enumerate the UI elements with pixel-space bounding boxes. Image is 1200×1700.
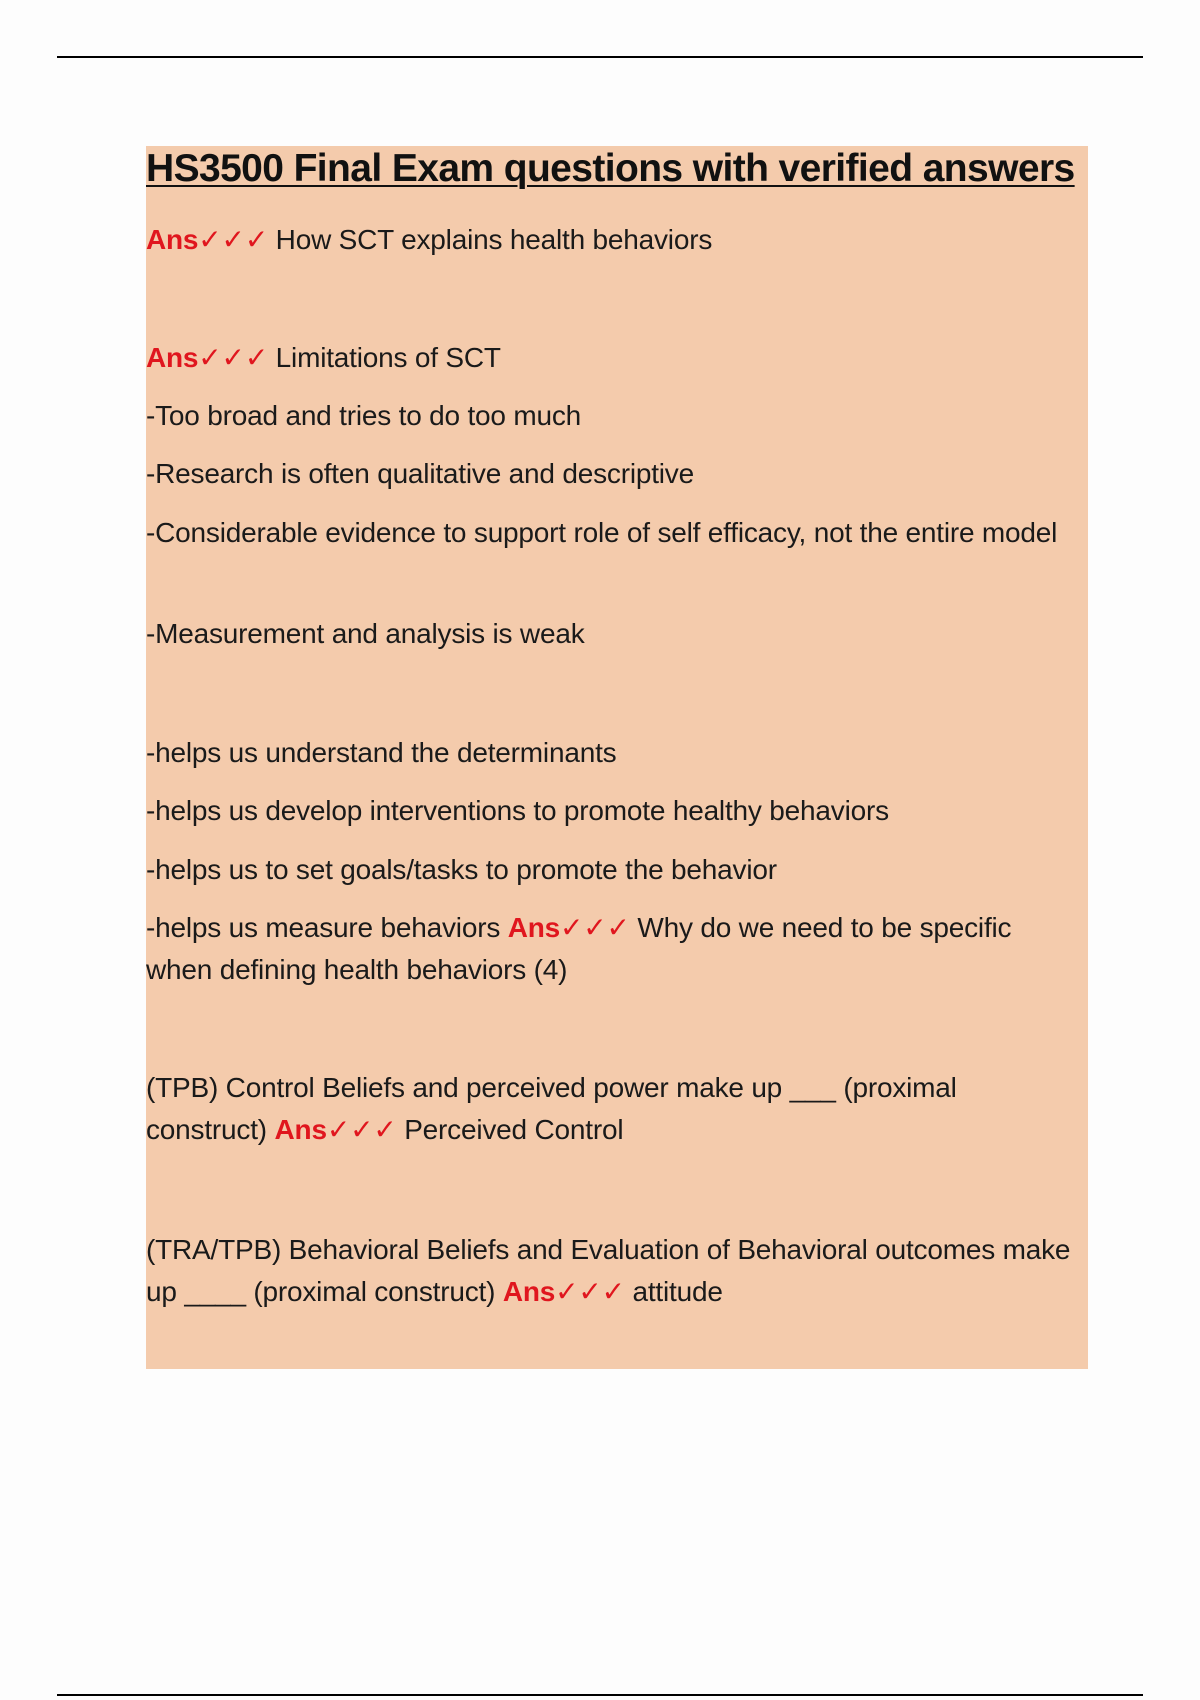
qa-answer-text: Why do we need to be specific when defining health behaviors (4)	[146, 912, 1012, 985]
bullet-line: -Considerable evidence to support role of self efficacy, not the entire model	[146, 517, 1058, 548]
answer-line-sct-explains	[146, 219, 1076, 261]
qa-answer-text: How SCT explains health behaviors	[268, 224, 713, 255]
bullet-line: -helps us understand the determinants	[146, 737, 617, 768]
check-marks-icon: ✓✓✓	[555, 1276, 625, 1307]
bullet-line: -Too broad and tries to do too much	[146, 400, 582, 431]
footer-rule	[57, 1694, 1143, 1696]
check-marks-icon: ✓✓✓	[198, 224, 269, 255]
answer-line-attitude	[146, 1229, 1076, 1313]
ans-label: Ans	[274, 1114, 327, 1145]
header-rule	[57, 56, 1143, 58]
ans-label: Ans	[502, 1276, 556, 1307]
qa-answer-text: Limitations of SCT	[268, 342, 501, 373]
check-marks-icon: ✓✓✓	[198, 342, 269, 373]
ans-label: Ans	[507, 912, 560, 943]
document-title: HS3500 Final Exam questions with verified answers	[146, 147, 1075, 190]
check-marks-icon: ✓✓✓	[560, 912, 630, 943]
bullet-line: -helps us develop interventions to promote healthy behaviors	[146, 795, 889, 826]
answer-line-limitations-sct	[146, 337, 1076, 379]
check-marks-icon: ✓✓✓	[326, 1114, 397, 1145]
qa-prefix: -helps us measure behaviors	[146, 912, 508, 943]
qa-answer-text: Perceived Control	[396, 1114, 624, 1145]
bullet-line: -Research is often qualitative and descriptive	[146, 458, 694, 489]
bullet-line: -helps us to set goals/tasks to promote the behavior	[146, 854, 777, 885]
answer-line-specific-behaviors	[146, 907, 1076, 991]
ans-label: Ans	[146, 224, 199, 255]
bullet-line: -Measurement and analysis is weak	[146, 618, 585, 649]
ans-label: Ans	[146, 342, 199, 373]
qa-prefix: (TRA/TPB) Behavioral Beliefs and Evaluation of Behavioral outcomes make up ____ (proximal construct)	[146, 1234, 1071, 1307]
qa-prefix: (TPB) Control Beliefs and perceived power make up ___ (proximal construct)	[146, 1072, 957, 1145]
qa-answer-text: attitude	[624, 1276, 723, 1307]
answer-line-perceived-control	[146, 1067, 1076, 1151]
